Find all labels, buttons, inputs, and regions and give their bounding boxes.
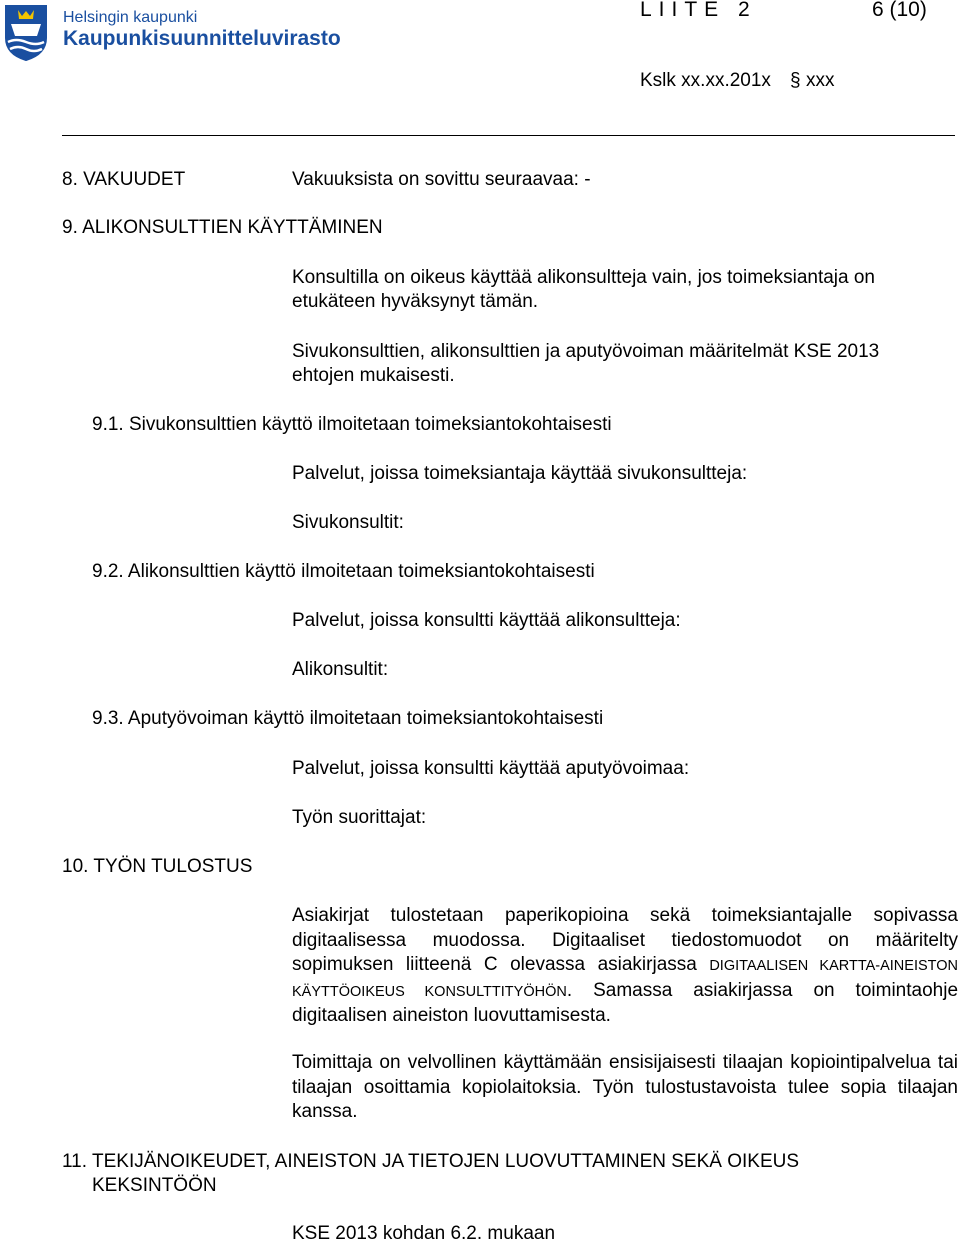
section-9-paragraph-1-line-2: etukäteen hyväksynyt tämän.	[292, 291, 539, 312]
appendix-label: LIITE 2	[640, 0, 757, 21]
section-10-paragraph-1-text-b: . Samassa asiakirjassa on toimintaohje digitaalisen aineiston luovuttamisesta.	[292, 979, 959, 1026]
subsection-9-2-list-label: Alikonsultit:	[292, 659, 389, 680]
section-8-text: Vakuuksista on sovittu seuraavaa: -	[292, 169, 591, 190]
helsinki-crest-icon	[4, 4, 48, 62]
page-number: 6 (10)	[872, 0, 927, 21]
section-10-heading: 10. TYÖN TULOSTUS	[62, 856, 253, 877]
section-9-paragraph-2-line-1: Sivukonsulttien, alikonsulttien ja aputyövoiman määritelmät KSE 2013	[292, 341, 880, 362]
section-10-paragraph-2: Toimittaja on velvollinen käyttämään ensisijaisesti tilaajan kopiointipalvelua tai tilaajan osoittamia kopiolaitoksia. Työn tulostustavoista tulee sopia tilaajan kanssa.	[292, 1052, 958, 1122]
subsection-9-3-heading: 9.3. Aputyövoiman käyttö ilmoitetaan toimeksiantokohtaisesti	[92, 708, 604, 729]
department-name: Kaupunkisuunnitteluvirasto	[63, 27, 341, 50]
subsection-9-2-heading: 9.2. Alikonsulttien käyttö ilmoitetaan toimeksiantokohtaisesti	[92, 561, 595, 582]
section-10-paragraph-1	[292, 904, 958, 1029]
section-9-paragraph-2-line-2: ehtojen mukaisesti.	[292, 365, 455, 386]
section-8-heading: 8. VAKUUDET	[62, 169, 186, 190]
section-9-paragraph-1-line-1: Konsultilla on oikeus käyttää alikonsultteja vain, jos toimeksiantaja on	[292, 267, 875, 288]
subsection-9-3-list-label: Työn suorittajat:	[292, 807, 427, 828]
section-10-document-title: DIGITAALISEN KARTTA-AINEISTON KÄYTTÖOIKEUS KONSULTTITYÖHÖN	[292, 958, 958, 1000]
subsection-9-1-services: Palvelut, joissa toimeksiantaja käyttää sivukonsultteja:	[292, 463, 748, 484]
section-9-heading: 9. ALIKONSULTTIEN KÄYTTÄMINEN	[62, 217, 383, 238]
header-divider	[62, 135, 955, 136]
subsection-9-1-list-label: Sivukonsultit:	[292, 512, 404, 533]
section-11-heading-line-1: TEKIJÄNOIKEUDET, AINEISTON JA TIETOJEN LUOVUTTAMINEN SEKÄ OIKEUS	[92, 1151, 800, 1172]
reference-date: Kslk xx.xx.201x	[640, 70, 771, 91]
org-name: Helsingin kaupunki	[63, 9, 198, 26]
subsection-9-2-services: Palvelut, joissa konsultti käyttää alikonsultteja:	[292, 610, 681, 631]
section-11-text: KSE 2013 kohdan 6.2. mukaan	[292, 1223, 556, 1244]
section-11-number: 11.	[62, 1151, 88, 1172]
section-10-paragraph-1-text-a: Asiakirjat tulostetaan paperikopioina sekä toimeksiantajalle sopivassa digitaalisessa muodossa. Digitaaliset tiedostomuodot on määritelty sopimuksen liitteenä C olevassa asiakirjassa	[292, 905, 958, 975]
section-11-heading-line-2: KEKSINTÖÖN	[92, 1175, 217, 1196]
section-sign-icon: §	[790, 70, 801, 91]
subsection-9-3-services: Palvelut, joissa konsultti käyttää aputyövoimaa:	[292, 758, 690, 779]
reference-number: xxx	[806, 70, 835, 91]
subsection-9-1-heading: 9.1. Sivukonsulttien käyttö ilmoitetaan toimeksiantokohtaisesti	[92, 414, 612, 435]
